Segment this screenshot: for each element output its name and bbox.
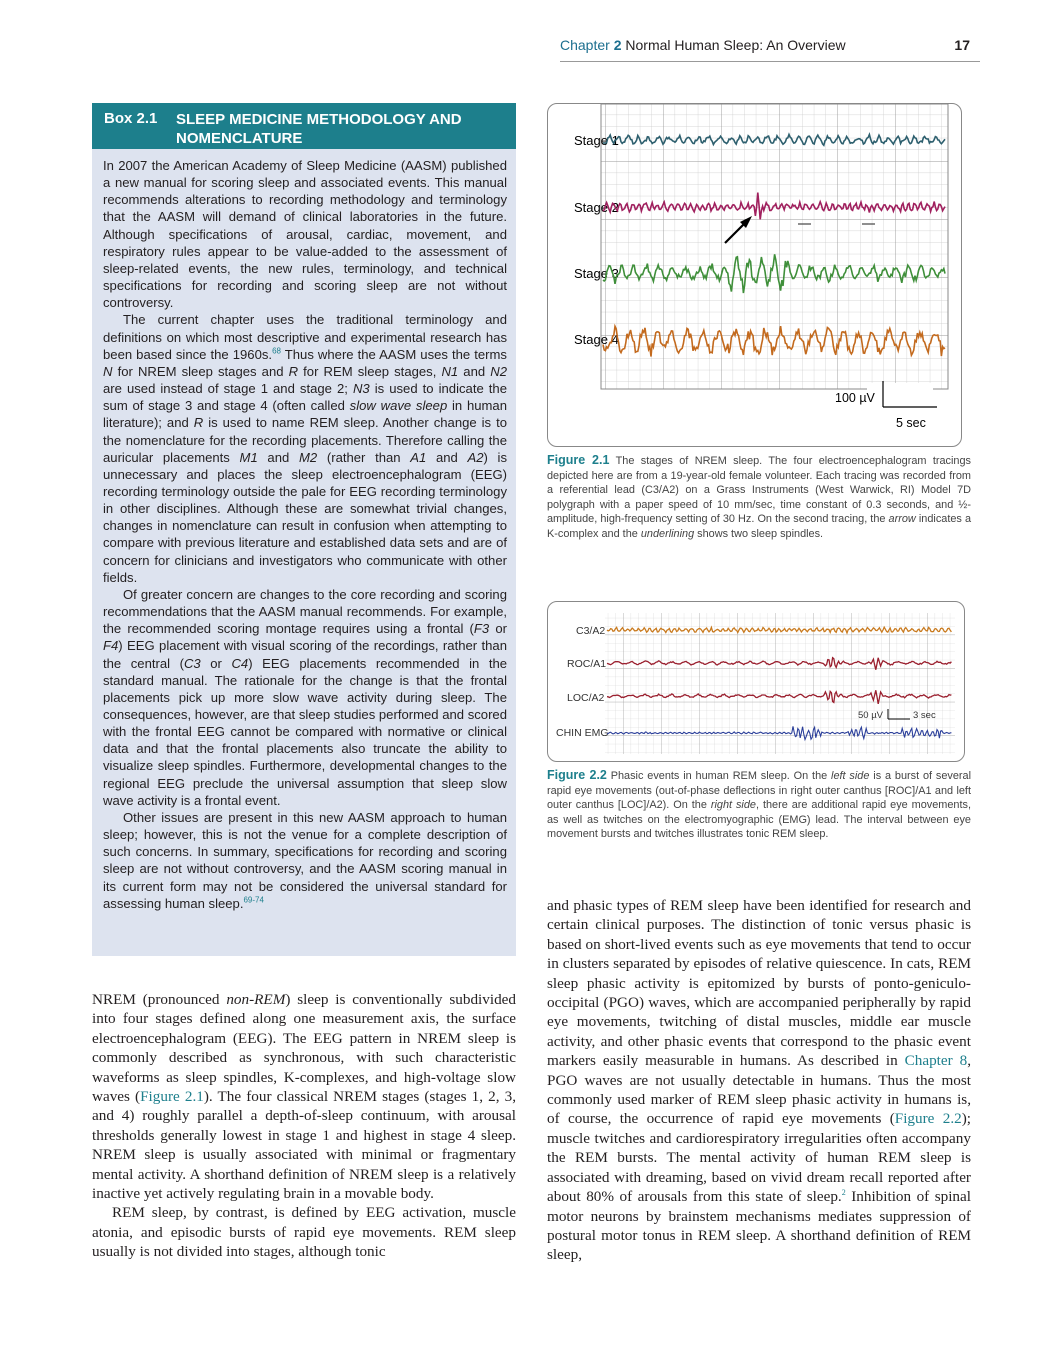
box-paragraph-1: In 2007 the American Academy of Sleep Medicine (AASM) published a new manual for scoring sleep and associated events. This manual recommends alterations to recording methodology and terminology that the AASM will demand of clinical laboratories in the future. Although specifications of arousal, cardiac, movement, and respiratory rules appear to be value-added to the assessment of sleep-related events, the new rules, terminology, and technical specifications for recording and scoring sleep are not without controversy. xyxy=(103,158,507,311)
box-title-line1: SLEEP MEDICINE METHODOLOGY AND xyxy=(176,111,462,128)
chapter-title: Normal Human Sleep: An Overview xyxy=(625,37,846,53)
running-head xyxy=(560,37,980,53)
chapter-number: 2 xyxy=(613,37,622,53)
figure-2-2-image xyxy=(547,601,963,760)
chapter-8-link[interactable]: Chapter 8 xyxy=(904,1052,968,1070)
fig2-scale-amplitude: 50 µV xyxy=(858,710,884,721)
stage-3-label: Stage 3 xyxy=(574,266,619,281)
body-paragraph: and phasic types of REM sleep have been identified for research and certain clinical purposes. The distinction of tonic versus phasic is based on short-lived events such as eye movements that tend to occur in clusters separated by episodes of relative quiescence. In cats, REM sleep phasic activity is epitomized by bursts of ponto-geniculo-occipital (PGO) waves, which are accompanied peripherally by rapid eye movements, twitching of distal muscles, middle ear muscle activity, and other phasic events that correspond to the phasic event markers easily measurable in humans. As described in Chapter 8, PGO waves are not usually detectable in humans. Thus the most commonly used marker of REM sleep phasic activity in humans is, of course, the occurrence of rapid eye movements (Figure 2.2); muscle twitches and cardiorespiratory irregularities often accompany the REM bursts. The mental activity of human REM sleep is associated with dreaming, based on vivid dream recall reported after about 80% of arousals from this state of sleep.$^2$ Inhibition of spinal motor neurons by brainstem mechanisms mediates suppression of postural motor tonus in REM sleep. A shorthand definition of REM sleep, xyxy=(547,897,971,1264)
chapter-word: Chapter xyxy=(560,37,610,53)
figure-label: Figure 2.2 xyxy=(547,768,607,782)
stage-1-label: Stage 1 xyxy=(574,133,619,148)
header-rule xyxy=(560,61,980,62)
box-paragraph-3: Of greater concern are changes to the core recording and scoring recommendations that the AASM manual recommends. For example, the recommended scoring montage requires using a frontal (F3 or F4) EEG placement with visual scoring of the recordings, rather than the central (C3 or C4) EEG placements recommended in the standard manual. The rationale for the change is that the frontal placements pick up more slow wave activity during sleep. The consequences, however, are that sleep studies performed and scored with the frontal EEG cannot be compared with normative or clinical data and that the frontal placements also truncate the ability to visualize sleep spindles. Furthermore, developmental changes to the regional EEG preclude the universal assumption that sleep slow wave activity is a frontal event. xyxy=(103,586,508,808)
fig1-scale-time: 5 sec xyxy=(896,416,926,430)
channel-chin-emg-label: CHIN EMG xyxy=(556,727,609,739)
citation-ref[interactable]: 2 xyxy=(841,1188,846,1198)
box-title-bar xyxy=(92,103,516,149)
channel-roca1-label: ROC/A1 xyxy=(567,658,607,670)
figure-2-2-link[interactable]: Figure 2.2 xyxy=(894,1110,962,1128)
figure-2-1-caption: Figure 2.1 The stages of NREM sleep. The four electroencephalogram tracings depicted here are from a 19-year-old female volunteer. Each tracing was recorded from a referential lead (C3/A2) on a Grass Instruments (West Warwick, RI) Model 7D polygraph with a paper speed of 10 mm/sec, time constant of 0.3 seconds, and ½-amplitude, high-frequency setting of 30 Hz. On the second tracing, the arrow indicates a K-complex and the underlining shows two sleep spindles. xyxy=(547,453,972,540)
box-paragraph-2: The current chapter uses the traditional terminology and definitions on which most descriptive and experimental research has been based since the 1960s.$^{68}$ Thus where the AASM uses the terms N for NREM sleep stages and R for REM sleep stages, N1 and N2 are used instead of stage 1 and stage 2; N3 is used to indicate the sum of stage 3 and stage 4 (often called slow wave sleep in human literature); and R is used to name REM sleep. Another change is to the nomenclature for the recording placements. Therefore calling the auricular placements M1 and M2 (rather than A1 and A2) is unnecessary and places the sleep electroencephalogram (EEG) recording terminology outside the pale for EEG recording terminology in other disciplines. Although these are somewhat trivial changes, changes in nomenclature can result in confusion when attempting to compare with previous literature and established data sets and are of concern for clinicians and investigators who communicate with other fields. xyxy=(103,312,508,585)
left-column-text xyxy=(92,990,516,1262)
channel-c3a2-label: C3/A2 xyxy=(576,625,606,637)
figure-2-2-caption: Figure 2.2 Phasic events in human REM sleep. On the left side is a burst of several rapid eye movements (out-of-phase deflections in right outer canthus [ROC]/A1 and left outer canthus [LOC]/A2). On the right side, there are additional rapid eye movements, as well as twitches on the electromyographic (EMG) lead. The interval between eye movement bursts and twitches illustrates tonic REM sleep. xyxy=(547,768,972,841)
stage-4-label: Stage 4 xyxy=(574,332,619,347)
box-paragraph-4: Other issues are present in this new AASM approach to human sleep; however, this is not the venue for a complete description of such concerns. In summary, specifications for recording and scoring sleep are not without controversy, and the AASM scoring manual in its current form may not be considered the universal standard for assessing human sleep.$^{69-74}$ xyxy=(103,809,507,911)
page-number: 17 xyxy=(954,37,970,53)
fig1-scale-amplitude: 100 µV xyxy=(835,391,875,405)
citation-ref[interactable]: 68 xyxy=(272,346,281,356)
box-number: Box 2.1 xyxy=(104,110,158,127)
figure-label: Figure 2.1 xyxy=(547,453,610,467)
box-title-line2: NOMENCLATURE xyxy=(176,130,303,147)
box-title xyxy=(176,110,462,148)
body-paragraph: REM sleep, by contrast, is defined by EEG activation, muscle atonia, and episodic bursts of rapid eye movements. REM sleep usually is not divided into stages, although tonic xyxy=(92,1204,516,1261)
channel-loca2-label: LOC/A2 xyxy=(567,692,605,704)
figure-2-1-link[interactable]: Figure 2.1 xyxy=(140,1088,204,1106)
body-paragraph: NREM (pronounced non-REM) sleep is conventionally subdivided into four stages defined along one measurement axis, the surface electroencephalogram (EEG). The EEG pattern in NREM sleep is commonly described as synchronous, with such characteristic waveforms as sleep spindles, K-complexes, and high-voltage slow waves (Figure 2.1). The four classical NREM stages (stages 1, 2, 3, and 4) roughly parallel a depth-of-sleep continuum, with arousal thresholds generally lowest in stage 1 and highest in stage 4 sleep. NREM sleep is usually associated with minimal or fragmentary mental activity. A shorthand definition of NREM sleep is a relatively inactive yet actively regulating brain in a movable body. xyxy=(92,991,516,1203)
figure-2-1-image xyxy=(547,103,960,445)
stage-2-label: Stage 2 xyxy=(574,200,619,215)
box-body xyxy=(103,157,507,912)
right-column-text xyxy=(547,896,971,1265)
citation-ref[interactable]: 69-74 xyxy=(243,895,264,905)
fig2-scale-time: 3 sec xyxy=(913,710,936,721)
